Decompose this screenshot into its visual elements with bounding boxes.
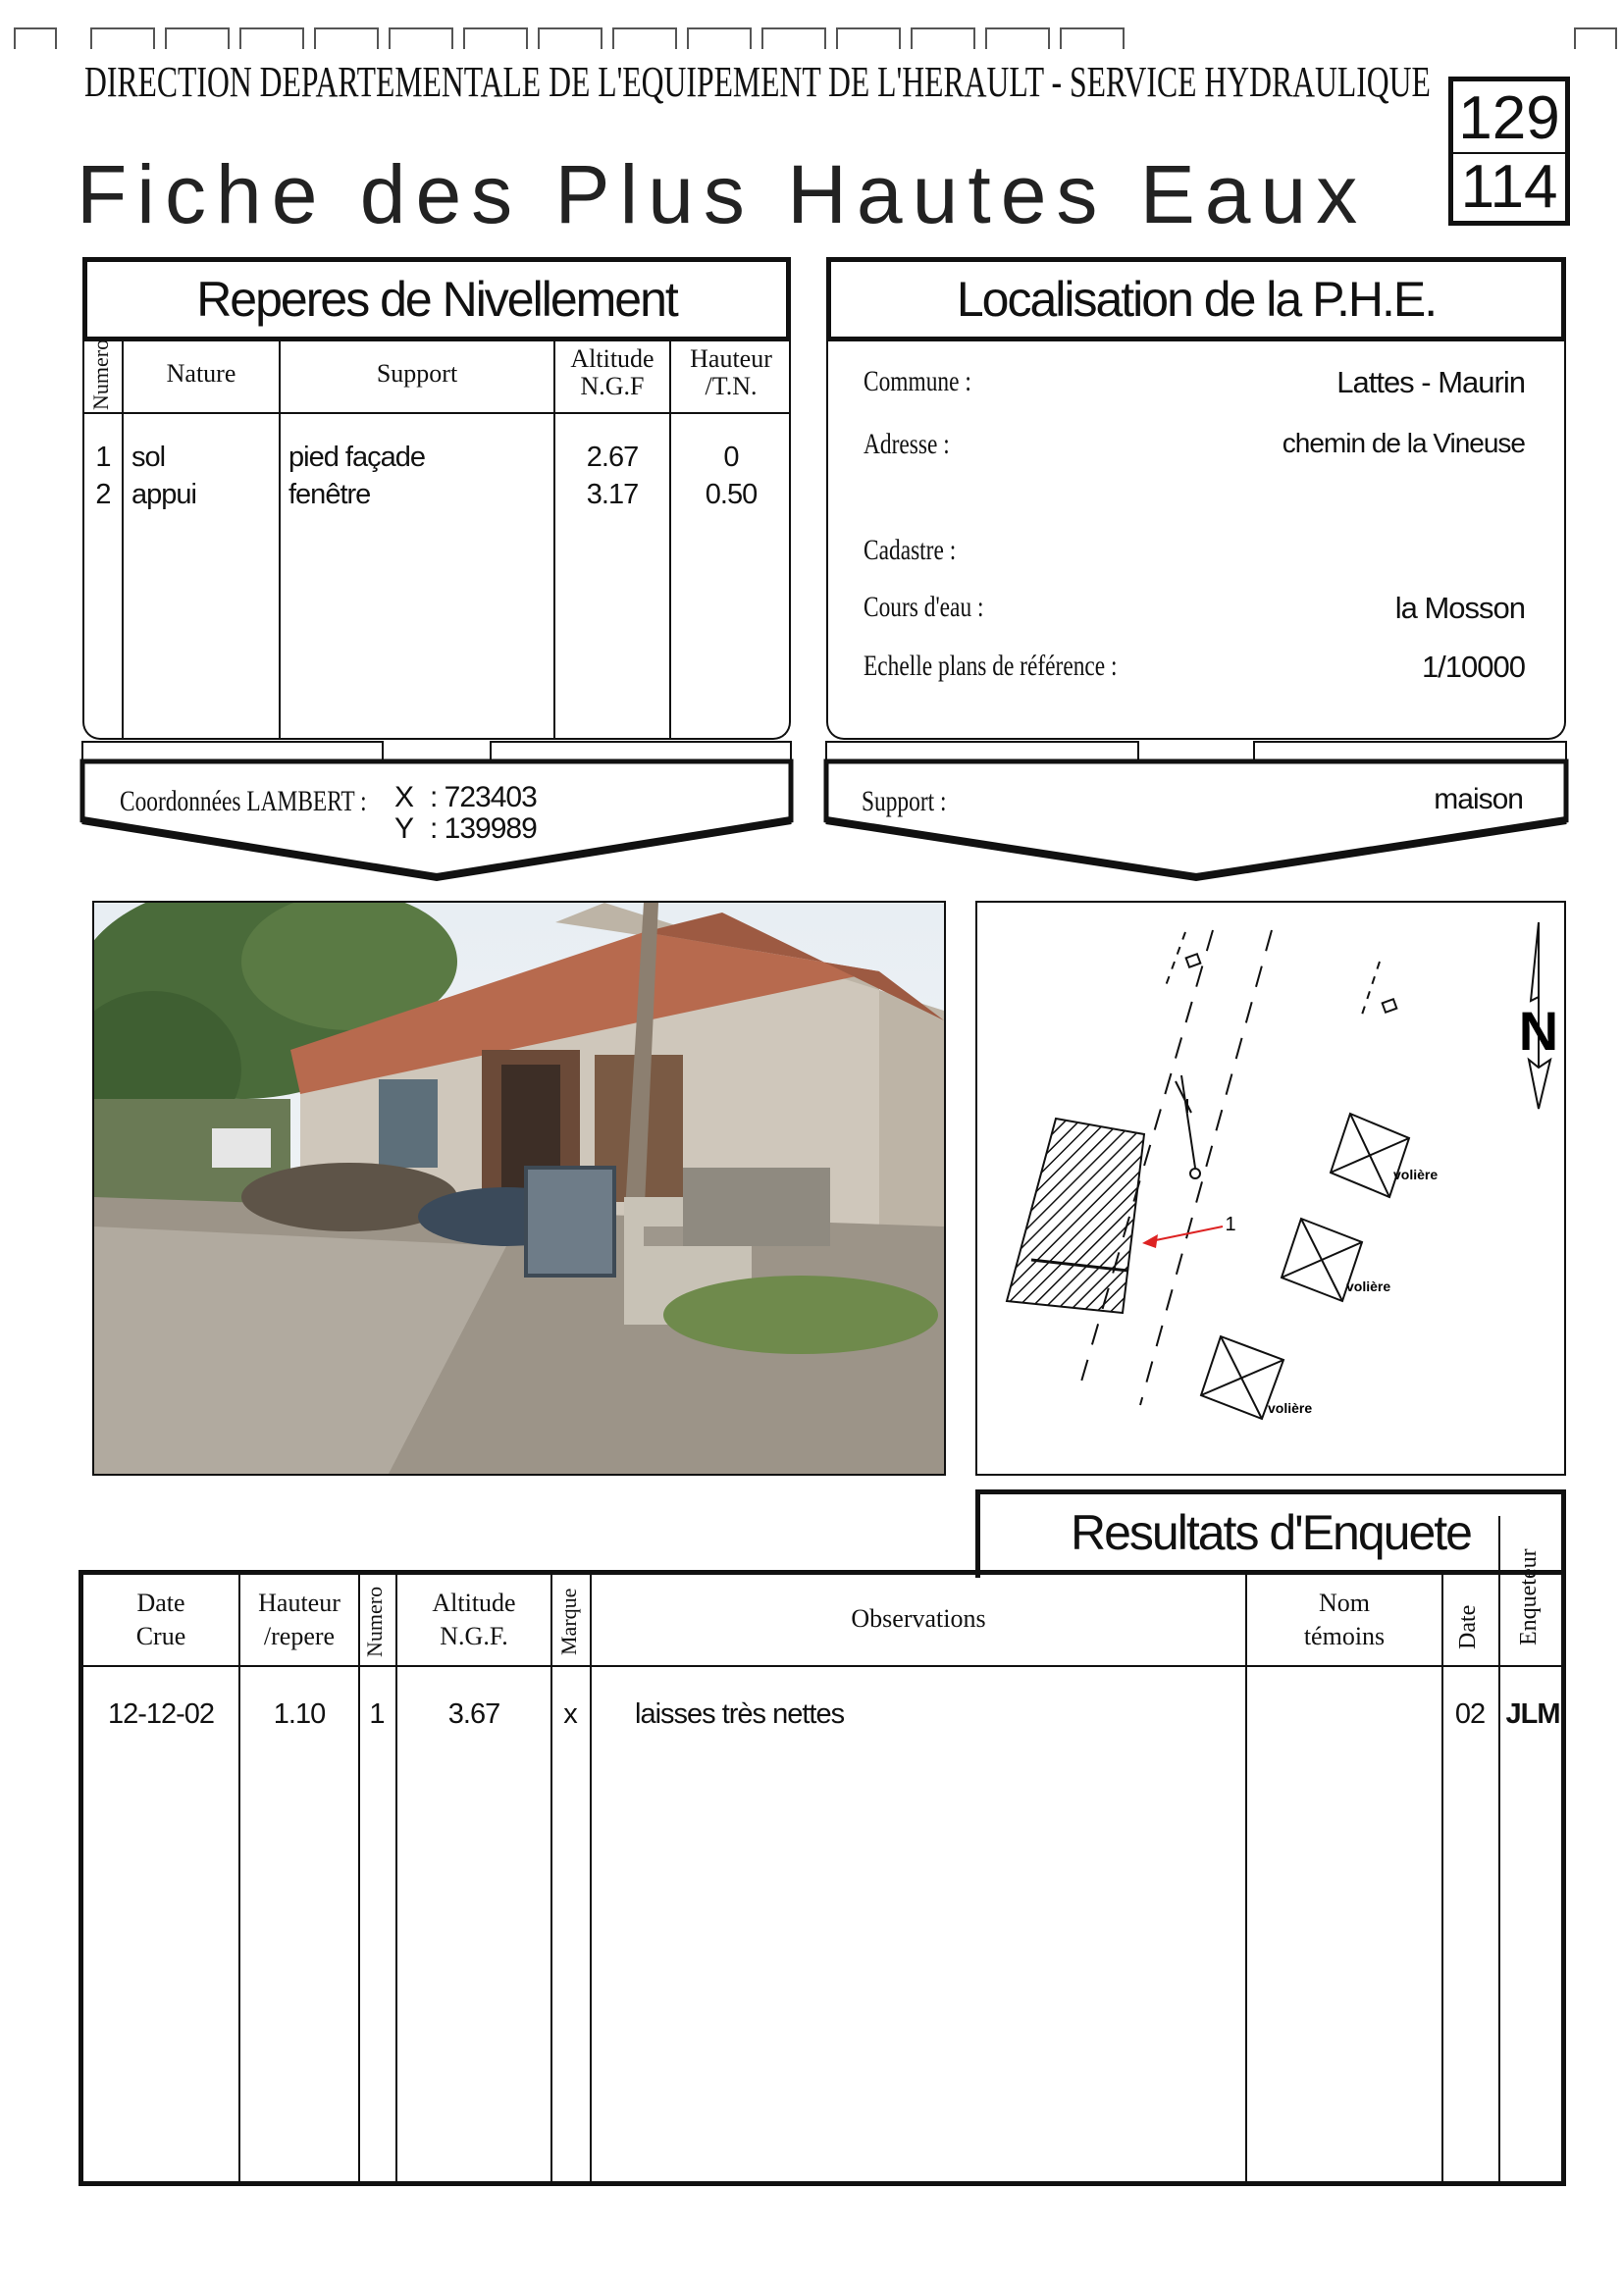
- row-hauteur: 0: [723, 442, 739, 473]
- row-altitude: 3.17: [586, 479, 639, 510]
- reference-number-bottom: 114: [1460, 153, 1558, 221]
- localisation-title: Localisation de la P.H.E.: [956, 272, 1437, 327]
- col-observations: Observations: [851, 1604, 986, 1633]
- plan-sketch: [977, 903, 1564, 1474]
- echelle-label: Echelle plans de référence :: [864, 650, 1118, 682]
- col-date: Date: [1455, 1604, 1481, 1649]
- adresse-label: Adresse :: [864, 428, 950, 460]
- col-date-crue: Date Crue: [135, 1589, 186, 1650]
- coord-x-value: : 723403: [430, 781, 537, 813]
- localisation-panel: [826, 339, 1566, 740]
- col-nature: Nature: [166, 359, 236, 388]
- coordonnees-label: Coordonnées LAMBERT :: [120, 785, 367, 817]
- row-support: pied façade: [288, 442, 425, 473]
- resultats-header: [975, 1489, 1566, 1578]
- row-hauteur: 1.10: [273, 1698, 326, 1730]
- localisation-header: [826, 257, 1566, 341]
- col-enqueteur: Enqueteur: [1516, 1548, 1542, 1646]
- support-value: maison: [1434, 783, 1523, 815]
- col-nom-temoins: Nom témoins: [1303, 1589, 1386, 1650]
- col-numero: Numero: [88, 339, 113, 410]
- page-title: Fiche des Plus Hautes Eaux: [77, 148, 1368, 240]
- cours-value: la Mosson: [1394, 591, 1525, 625]
- row-numero: 2: [95, 479, 111, 510]
- house-photo-illustration: [94, 903, 944, 1474]
- row-nature: appui: [131, 479, 196, 510]
- col-hauteur-repere: Hauteur /repere: [258, 1589, 340, 1650]
- north-label: N: [1518, 1000, 1559, 1062]
- col-altitude: Altitude N.G.F.: [432, 1589, 516, 1650]
- reperes-title: Reperes de Nivellement: [196, 272, 677, 327]
- row-marque: x: [563, 1698, 577, 1730]
- commune-value: Lattes - Maurin: [1336, 365, 1525, 399]
- voliere-label-2: volière: [1346, 1278, 1391, 1294]
- resultats-table: [79, 1548, 1566, 2186]
- direction-heading: DIRECTION DEPARTEMENTALE DE L'EQUIPEMENT DE L'HERAULT - SERVICE HYDRAULIQUE: [84, 58, 1431, 106]
- row-date: 02: [1454, 1698, 1486, 1730]
- voliere-label-3: volière: [1268, 1400, 1313, 1416]
- cadastre-label: Cadastre :: [864, 534, 957, 566]
- row-nature: sol: [131, 442, 166, 473]
- cours-label: Cours d'eau :: [864, 591, 984, 623]
- support-label: Support :: [862, 785, 947, 817]
- row-enqueteur: JLM: [1505, 1698, 1560, 1730]
- row-date-crue: 12-12-02: [107, 1698, 215, 1730]
- row-support: fenêtre: [288, 479, 371, 510]
- col-support: Support: [376, 359, 458, 388]
- reference-number-top: 129: [1458, 84, 1560, 152]
- adresse-value: chemin de la Vineuse: [1282, 428, 1525, 458]
- marker-label: 1: [1225, 1214, 1236, 1235]
- echelle-value: 1/10000: [1421, 650, 1525, 684]
- row-observations: laisses très nettes: [635, 1698, 845, 1730]
- row-numero: 1: [369, 1698, 385, 1730]
- commune-label: Commune :: [864, 365, 971, 397]
- col-altitude: Altitude N.G.F: [570, 344, 654, 400]
- row-numero: 1: [95, 442, 111, 473]
- row-altitude: 2.67: [586, 442, 639, 473]
- resultats-title: Resultats d'Enquete: [1071, 1505, 1471, 1560]
- voliere-label-1: volière: [1393, 1167, 1439, 1182]
- col-marque: Marque: [556, 1588, 581, 1656]
- col-hauteur: Hauteur /T.N.: [690, 344, 772, 400]
- coord-y-value: : 139989: [430, 812, 537, 845]
- site-photo: [92, 901, 946, 1476]
- row-hauteur: 0.50: [705, 479, 758, 510]
- coord-y-label: Y: [394, 812, 414, 845]
- col-numero: Numero: [362, 1586, 387, 1658]
- row-altitude: 3.67: [447, 1698, 500, 1730]
- location-plan: [975, 901, 1566, 1476]
- coord-x-label: X: [394, 781, 414, 813]
